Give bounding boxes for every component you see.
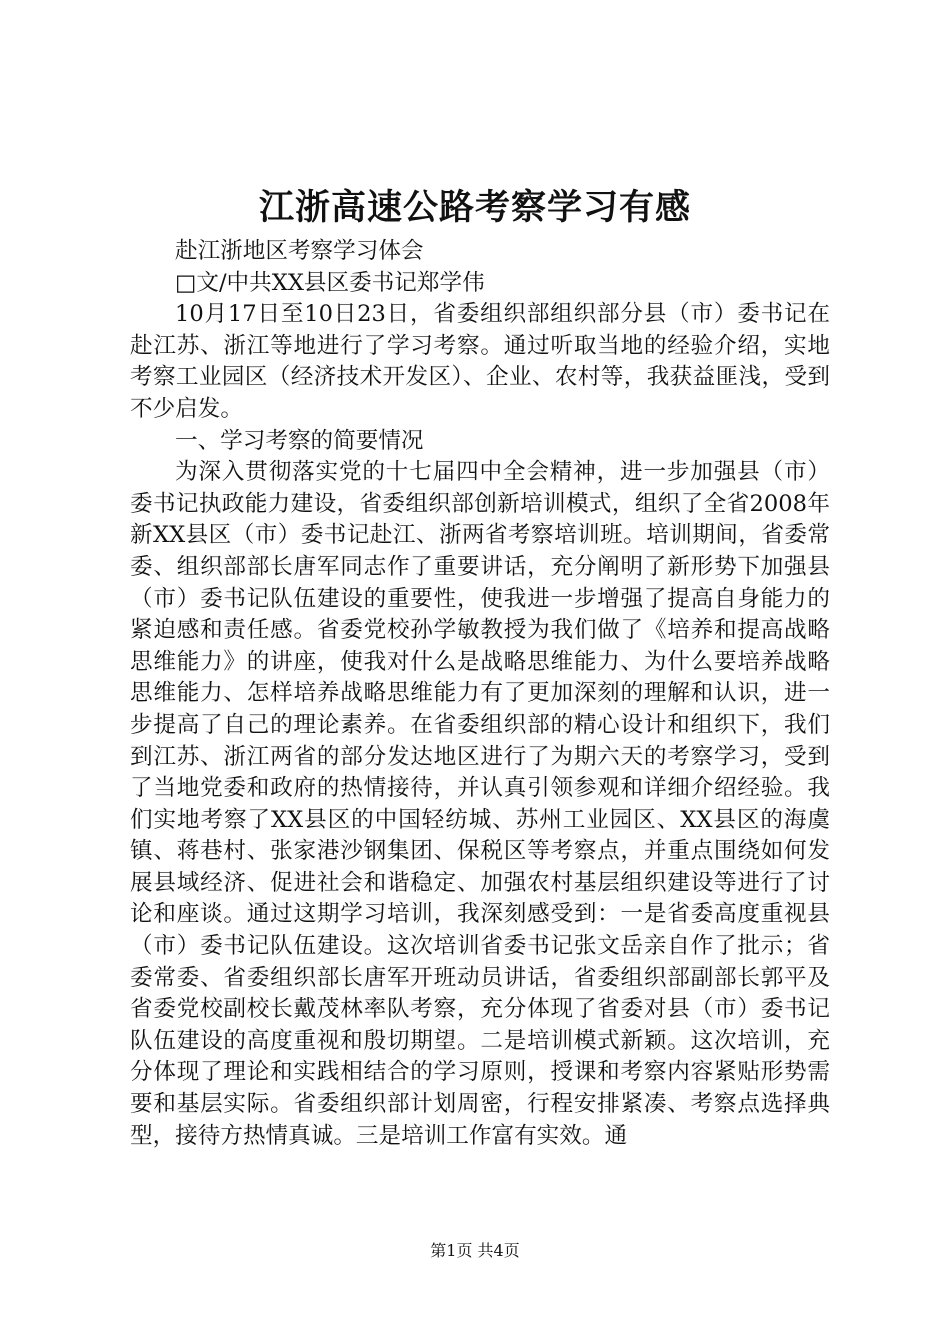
intro-paragraph: 10月17日至10日23日，省委组织部组织部分县（市）委书记在赴江苏、浙江等地进行了学习考察。通过听取当地的经验介绍，实地考察工业园区（经济技术开发区）、企业、农村等，我获益匪浅，受到不少启发。 bbox=[130, 301, 830, 422]
document-title: 江浙高速公路考察学习有感 bbox=[258, 187, 691, 228]
section-heading: 一、学习考察的简要情况 bbox=[175, 427, 424, 454]
body-paragraph: 为深入贯彻落实党的十七届四中全会精神，进一步加强县（市）委书记执政能力建设，省委组织部创新培训模式，组织了全省2008年新XX县区（市）委书记赴江、浙两省考察培训班。培训期间，省委常委、组织部部长唐军同志作了重要讲话，充分阐明了新形势下加强县（市）委书记队伍建设的重要性，使我进一步增强了提高自身能力的紧迫感和责任感。省委党校孙学敏教授为我们做了《培养和提高战略思维能力》的讲座，使我对什么是战略思维能力、为什么要培养战略思维能力、怎样培养战略思维能力有了更加深刻的理解和认识，进一步提高了自己的理论素养。在省委组织部的精心设计和组织下，我们到江苏、浙江两省的部分发达地区进行了为期六天的考察学习，受到了当地党委和政府的热情接待，并认真引领参观和详细介绍经验。我们实地考察了XX县区的中国轻纺城、苏州工业园区、XX县区的海虞镇、蒋巷村、张家港沙钢集团、保税区等考察点，并重点围绕如何发展县域经济、促进社会和谐稳定、加强农村基层组织建设等进行了讨论和座谈。通过这期学习培训，我深刻感受到：一是省委高度重视县（市）委书记队伍建设。这次培训省委书记张文岳亲自作了批示；省委常委、省委组织部长唐军开班动员讲话，省委组织部副部长郭平及省委党校副校长戴茂林率队考察，充分体现了省委对县（市）委书记队伍建设的高度重视和殷切期望。二是培训模式新颖。这次培训，充分体现了理论和实践相结合的学习原则，授课和考察内容紧贴形势需要和基层实际。省委组织部计划周密，行程安排紧凑、考察点选择典型，接待方热情真诚。三是培训工作富有实效。通 bbox=[130, 459, 830, 1149]
page-footer: 第1页 共4页 bbox=[430, 1241, 520, 1260]
subtitle-paragraph: 赴江浙地区考察学习体会 bbox=[175, 238, 424, 264]
document-body bbox=[130, 236, 830, 1152]
author-paragraph: □文/中共XX县区委书记郑学伟 bbox=[175, 269, 485, 296]
